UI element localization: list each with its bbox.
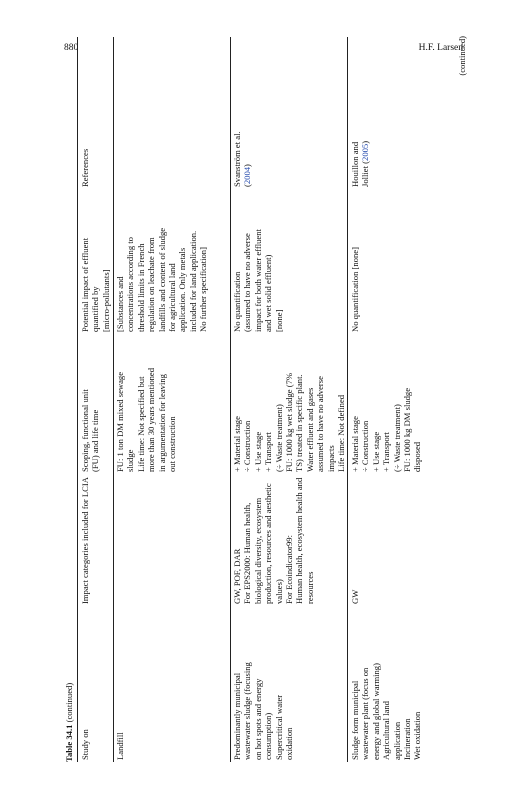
- header-study-on: [80, 729, 90, 760]
- rotated-table: [64, 36, 467, 762]
- row-3-study-on-line: Incineration: [402, 718, 413, 760]
- row-3-study-on-line: wastewater plant (focus on: [360, 667, 371, 760]
- header-effluent-impact-line: Potential impact of effluent: [80, 237, 90, 332]
- row-2-scoping-line: Water effluent and gases: [304, 387, 315, 472]
- row-2-effluent-impact-line: No quantification: [232, 271, 242, 332]
- row-2-impact-categories-line: resources: [304, 571, 315, 604]
- row-1-effluent-impact-line: landfills and content of sludge: [156, 227, 167, 332]
- page-number: 880: [64, 43, 79, 53]
- row-1-scoping-line: more than 30 years mentioned: [146, 367, 157, 472]
- header-effluent-impact-line: [micro-pollutants]: [100, 269, 111, 332]
- citation-year-link[interactable]: 2005: [360, 143, 371, 161]
- row-2-references-line: (2004): [242, 164, 253, 187]
- row-2-impact-categories-line: values): [273, 579, 284, 604]
- row-3-scoping-line: (÷ Waste treatment): [391, 404, 402, 472]
- row-3-impact-categories-line: GW: [350, 589, 360, 604]
- row-1-study-on-line: Landfill: [115, 732, 125, 760]
- table-caption-text: (continued): [64, 682, 74, 723]
- row-3-scoping: [350, 388, 423, 472]
- row-3-references: [350, 141, 371, 187]
- row-2-scoping-line: assumed to have no adverse: [315, 376, 326, 472]
- row-2-study-on-line: on hot spots and energy: [252, 678, 263, 760]
- row-2-study-on-line: Predominantly municipal: [232, 672, 242, 760]
- row-2-scoping-line: FU: 1000 kg wet sludge (7%: [284, 372, 295, 472]
- row-3-study-on-line: Agricultural land: [381, 701, 392, 760]
- header-impact-categories: [80, 477, 90, 604]
- header-references-line: References: [80, 148, 90, 187]
- row-1-effluent-impact-line: No further specification]: [198, 247, 209, 332]
- row-2-study-on-line: wastewater sludge (focusing: [242, 662, 253, 760]
- row-1-effluent-impact-line: concentrations according to: [125, 237, 136, 332]
- row-3-impact-categories: [350, 590, 360, 604]
- row-1-scoping-line: FU: 1 ton DM mixed sewage: [115, 371, 125, 472]
- row-2-scoping-line: + Material stage: [232, 416, 242, 472]
- row-rule-1: [230, 37, 231, 762]
- row-3-study-on-line: Sludge form municipal: [350, 680, 360, 760]
- row-1-effluent-impact-line: regulation on leachate from: [146, 237, 157, 332]
- header-rule: [113, 37, 114, 762]
- row-1-effluent-impact-line: included for land application.: [187, 230, 198, 332]
- row-2-effluent-impact: [232, 229, 284, 332]
- row-1-effluent-impact-line: [Substances and: [115, 276, 125, 332]
- row-1-effluent-impact-line: for agricultural land: [167, 263, 178, 332]
- row-3-scoping-line: + Transport: [381, 432, 392, 472]
- row-2-scoping-line: + Transport: [263, 432, 274, 472]
- row-1-effluent-impact: [115, 228, 209, 332]
- table-caption: [64, 683, 74, 762]
- row-2-scoping-line: TS) treated in specific plant.: [294, 374, 305, 472]
- row-1-study-on: [115, 732, 125, 760]
- row-2-scoping-line: ÷ Construction: [242, 420, 253, 472]
- row-rule-2: [347, 37, 348, 762]
- row-2-impact-categories-line: production, resources and aesthetic: [263, 483, 274, 604]
- row-1-effluent-impact-line: threshold limits in French: [135, 243, 146, 332]
- row-3-effluent-impact-line: No quantification [none]: [350, 247, 360, 332]
- row-1-scoping-line: sludge: [125, 449, 136, 472]
- row-2-study-on-line: consumption): [263, 712, 274, 760]
- row-2-impact-categories-line: GW, POF, DAR: [232, 548, 242, 604]
- row-2-impact-categories-line: biological diversity, ecosystem: [252, 497, 263, 604]
- row-2-impact-categories: [232, 478, 315, 604]
- row-3-study-on-line: Wet oxidation: [412, 711, 423, 760]
- row-3-study-on-line: energy and global warming): [370, 663, 381, 760]
- row-1-scoping-line: Life time: Not specified but: [135, 376, 146, 472]
- row-3-scoping-line: + Material stage: [350, 416, 360, 472]
- header-scoping-line: (FU) and life time: [90, 409, 101, 472]
- header-impact-categories-line: Impact categories included for LCIA: [80, 477, 90, 604]
- row-2-scoping-line: impacts: [325, 445, 336, 472]
- row-2-study-on-line: oxidation: [284, 727, 295, 760]
- header-references: [80, 149, 90, 187]
- row-3-references-line: Jolliet (2005): [360, 140, 371, 187]
- row-3-scoping-line: ÷ Construction: [360, 420, 371, 472]
- row-1-scoping-line: out construction: [167, 416, 178, 472]
- top-rule: [77, 37, 78, 762]
- row-3-study-on-line: application: [391, 721, 402, 760]
- row-2-effluent-impact-line: [none]: [273, 309, 284, 332]
- table-caption-label: Table 34.1: [64, 724, 74, 762]
- header-effluent-impact: [80, 238, 111, 332]
- header-scoping-line: Scoping, functional unit: [80, 389, 90, 472]
- row-2-impact-categories-line: For EPS2000: Human health,: [242, 502, 253, 604]
- row-2-study-on-line: Supercritical water: [273, 694, 284, 760]
- row-3-study-on: [350, 663, 423, 760]
- row-2-effluent-impact-line: impact for both water effluent: [252, 229, 263, 332]
- row-2-references-line: Svanström et al.: [232, 131, 242, 187]
- continued-note: (continued): [457, 36, 467, 76]
- row-2-impact-categories-line: Human health, ecosystem health and: [294, 477, 305, 604]
- row-2-study-on: [232, 662, 294, 760]
- header-scoping: [80, 389, 101, 472]
- row-3-scoping-line: FU: 1000 kg DM sludge: [402, 387, 413, 472]
- row-2-scoping-line: + Use stage: [252, 431, 263, 472]
- row-1-scoping: [115, 368, 177, 472]
- row-2-impact-categories-line: For Ecoindicator99:: [284, 535, 295, 604]
- citation-year-link[interactable]: 2004: [242, 166, 253, 185]
- row-2-effluent-impact-line: and wet solid effluent): [263, 254, 274, 332]
- running-head-author: H.F. Larsen: [418, 43, 463, 53]
- row-2-scoping: [232, 373, 346, 472]
- row-2-effluent-impact-line: (assumed to have no adverse: [242, 233, 253, 332]
- header-study-on-line: Study on: [80, 729, 90, 760]
- row-2-scoping-line: (÷ Waste treatment): [273, 404, 284, 472]
- row-1-effluent-impact-line: application. Only metals: [177, 247, 188, 332]
- row-3-scoping-line: disposed: [412, 441, 423, 472]
- row-2-scoping-line: Life time: Not defined: [336, 394, 347, 472]
- header-effluent-impact-line: quantified by: [90, 286, 101, 332]
- row-3-effluent-impact: [350, 247, 360, 332]
- row-3-scoping-line: + Use stage: [370, 431, 381, 472]
- row-1-scoping-line: in argumentation for leaving: [156, 374, 167, 472]
- row-3-references-line: Houillon and: [350, 141, 360, 187]
- row-2-references: [232, 131, 253, 187]
